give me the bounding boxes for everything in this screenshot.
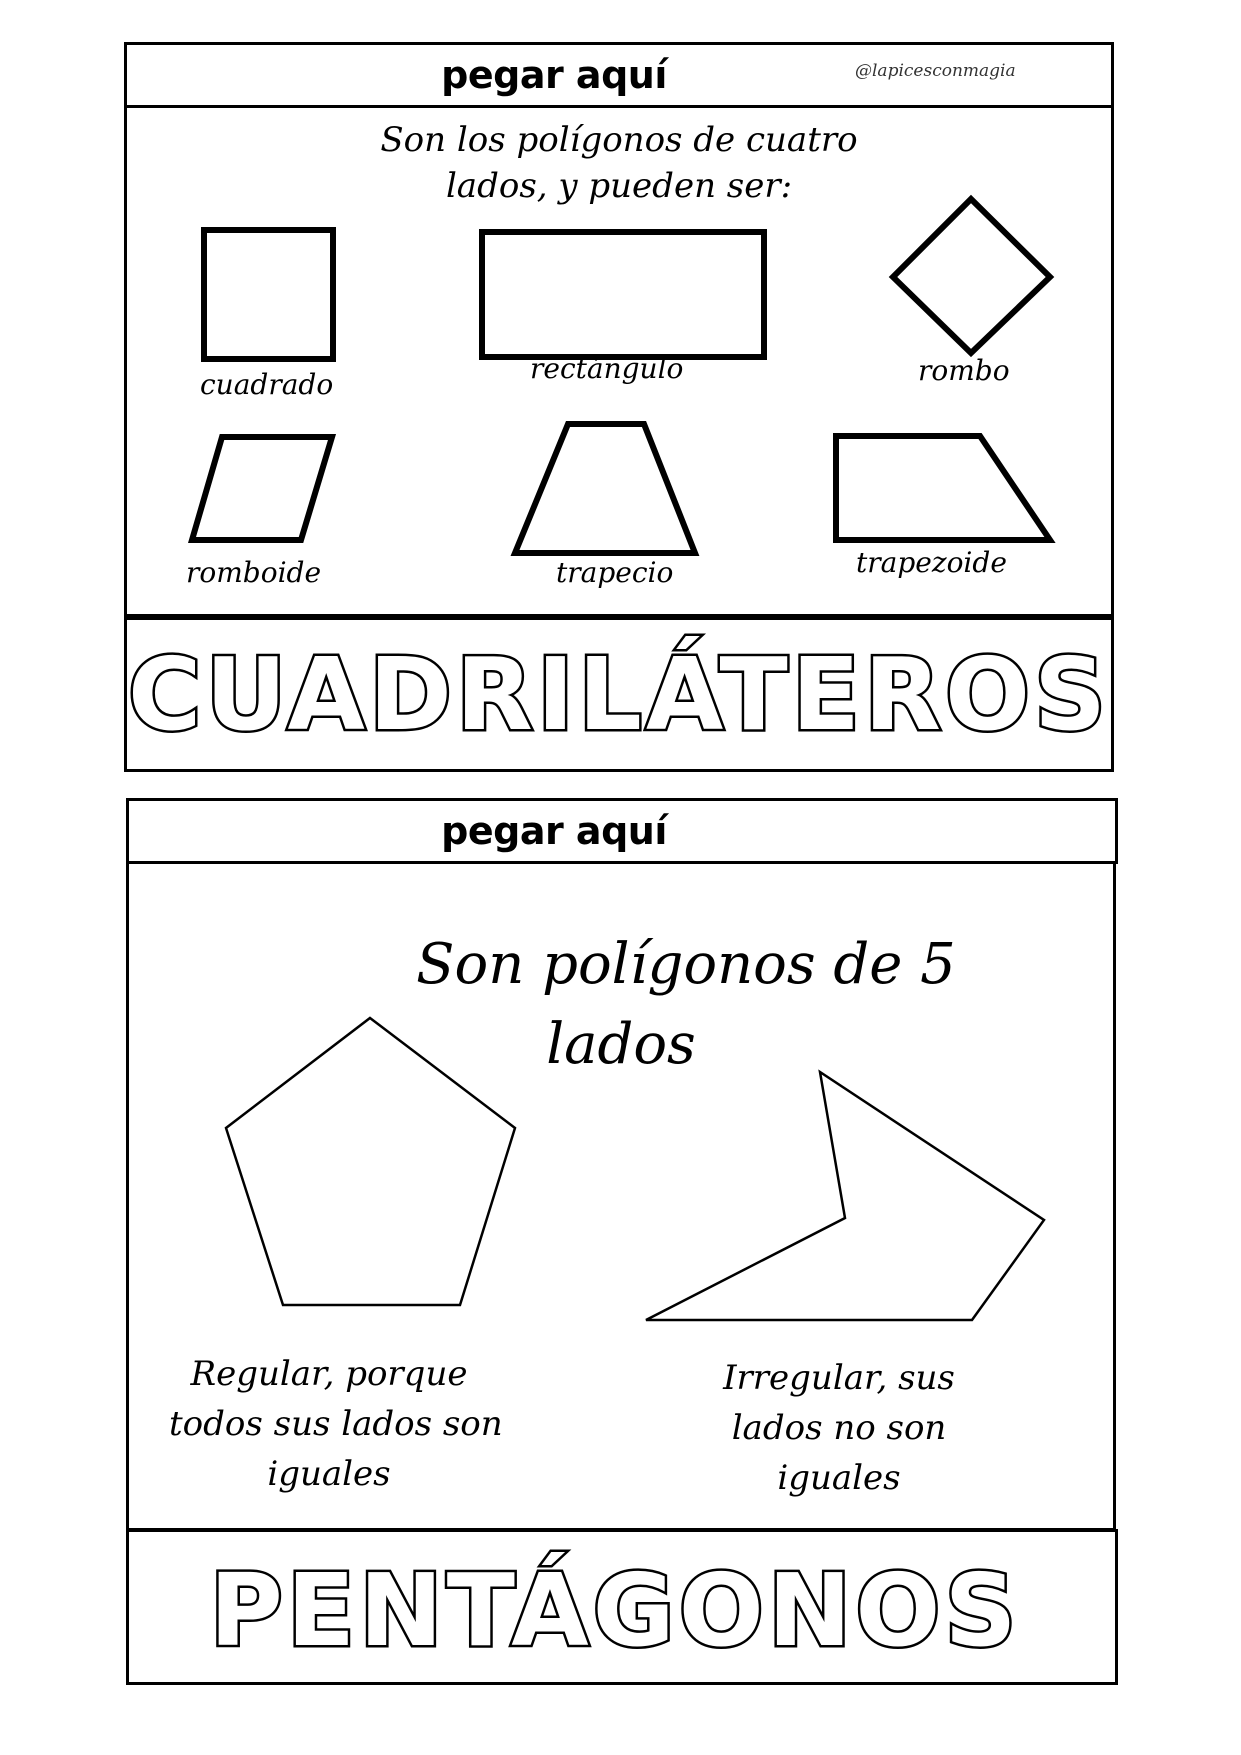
regular-caption-line1: Regular, porque [190, 1354, 468, 1394]
pentagons-intro-line1: Son polígonos de 5 [416, 932, 956, 997]
label-romboide: romboide [186, 556, 322, 589]
author-watermark: @lapicesconmagia [855, 61, 1016, 81]
irregular-caption-line3: iguales [777, 1458, 901, 1498]
irregular-pentagon [646, 1072, 1044, 1320]
label-trapecio: trapecio [556, 556, 674, 589]
quadrilaterals-intro-line2: lados, y pueden ser: [445, 166, 793, 206]
paste-label-2: pegar aquí [441, 809, 667, 853]
paste-label-1: pegar aquí [441, 53, 667, 97]
pentagons-title: PENTÁGONOS [209, 1552, 1021, 1669]
pentagons-intro-line2: lados [546, 1012, 696, 1077]
regular-caption-line3: iguales [267, 1454, 391, 1494]
irregular-caption-line2: lados no son [731, 1408, 947, 1448]
label-rectangulo: rectángulo [530, 352, 684, 385]
quadrilaterals-title: CUADRILÁTEROS [127, 636, 1111, 753]
regular-caption-line2: todos sus lados son [169, 1404, 503, 1444]
irregular-caption-line1: Irregular, sus [723, 1358, 955, 1398]
label-rombo: rombo [918, 354, 1010, 387]
label-cuadrado: cuadrado [200, 368, 334, 401]
regular-pentagon [226, 1018, 515, 1305]
label-trapezoide: trapezoide [856, 546, 1007, 579]
pentagons-title-strip [126, 1529, 1118, 1685]
quadrilaterals-intro-line1: Son los polígonos de cuatro [380, 120, 858, 160]
